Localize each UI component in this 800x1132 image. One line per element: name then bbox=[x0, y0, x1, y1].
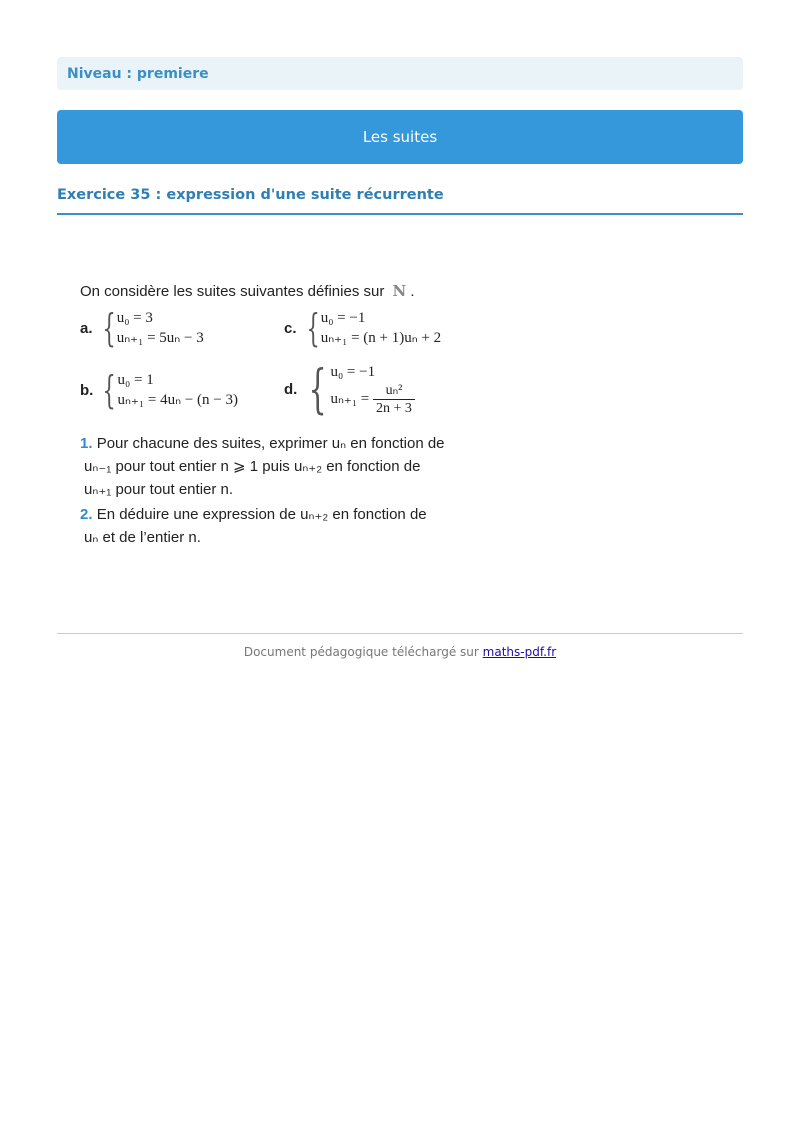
system-c-initial: u₀ = −1 bbox=[320, 310, 366, 326]
question-1-line-1 bbox=[80, 434, 445, 452]
exercise-statement bbox=[80, 282, 500, 552]
question-1-text-1: Pour chacune des suites, exprimer uₙ en fonction de bbox=[96, 435, 445, 452]
footer-text: Document pédagogique téléchargé sur bbox=[243, 645, 479, 659]
system-a-recurrence: uₙ₊₁ = 5uₙ − 3 bbox=[116, 330, 204, 346]
footer-link[interactable]: maths-pdf.fr bbox=[482, 645, 557, 659]
level-bar bbox=[57, 57, 743, 90]
system-c bbox=[284, 308, 441, 348]
system-c-recurrence: uₙ₊₁ = (n + 1)uₙ + 2 bbox=[320, 330, 442, 346]
question-1-line-3 bbox=[84, 480, 233, 498]
question-2-text-1: En déduire une expression de uₙ₊₂ en fonction de bbox=[96, 506, 427, 523]
brace-icon: { bbox=[101, 306, 116, 350]
brace-icon: { bbox=[305, 306, 320, 350]
level-label: Niveau : premiere bbox=[67, 65, 209, 82]
system-a-initial: u₀ = 3 bbox=[116, 310, 153, 326]
question-2-line-1 bbox=[80, 505, 427, 523]
question-1-number: 1. bbox=[80, 435, 93, 452]
system-d-initial: u₀ = −1 bbox=[330, 364, 376, 380]
natural-numbers-symbol: N bbox=[392, 282, 407, 300]
system-c-equations bbox=[321, 308, 441, 348]
question-1-text-3: uₙ₊₁ pour tout entier n. bbox=[84, 481, 234, 498]
exercise-intro: On considère les suites suivantes définies sur N . bbox=[80, 282, 415, 300]
brace-icon: { bbox=[308, 359, 327, 420]
system-a-equations bbox=[117, 308, 204, 348]
system-a bbox=[80, 308, 204, 348]
fraction-denominator: 2n + 3 bbox=[376, 401, 412, 416]
exercise-title: Exercice 35 : expression d'une suite récurrente bbox=[57, 187, 444, 203]
system-d-equations bbox=[330, 362, 415, 417]
question-2-text-2: uₙ et de l’entier n. bbox=[84, 529, 201, 546]
question-2-line-2 bbox=[84, 528, 201, 546]
system-b-label: b. bbox=[80, 381, 94, 399]
question-1-line-2 bbox=[84, 457, 420, 475]
brace-icon: { bbox=[102, 368, 117, 412]
footer bbox=[57, 645, 743, 659]
system-b-initial: u₀ = 1 bbox=[117, 372, 154, 388]
fraction-numerator: uₙ² bbox=[373, 382, 415, 400]
intro-text: On considère les suites suivantes définies sur bbox=[80, 283, 385, 300]
footer-divider bbox=[57, 633, 743, 634]
system-d-fraction bbox=[373, 382, 415, 417]
system-b-recurrence: uₙ₊₁ = 4uₙ − (n − 3) bbox=[117, 392, 238, 408]
title-banner bbox=[57, 110, 743, 164]
system-d-recurrence bbox=[330, 382, 415, 417]
system-d-lhs: uₙ₊₁ = bbox=[330, 390, 370, 407]
system-a-label: a. bbox=[80, 319, 93, 337]
system-b bbox=[80, 370, 238, 410]
question-1-text-2: uₙ₋₁ pour tout entier n ⩾ 1 puis uₙ₊₂ en fonction de bbox=[84, 458, 421, 475]
system-d-label: d. bbox=[284, 381, 298, 398]
system-d bbox=[284, 359, 415, 420]
exercise-heading bbox=[57, 184, 743, 215]
system-b-equations bbox=[118, 370, 238, 410]
question-2-number: 2. bbox=[80, 506, 93, 523]
system-c-label: c. bbox=[284, 319, 297, 337]
page-title: Les suites bbox=[362, 128, 438, 146]
